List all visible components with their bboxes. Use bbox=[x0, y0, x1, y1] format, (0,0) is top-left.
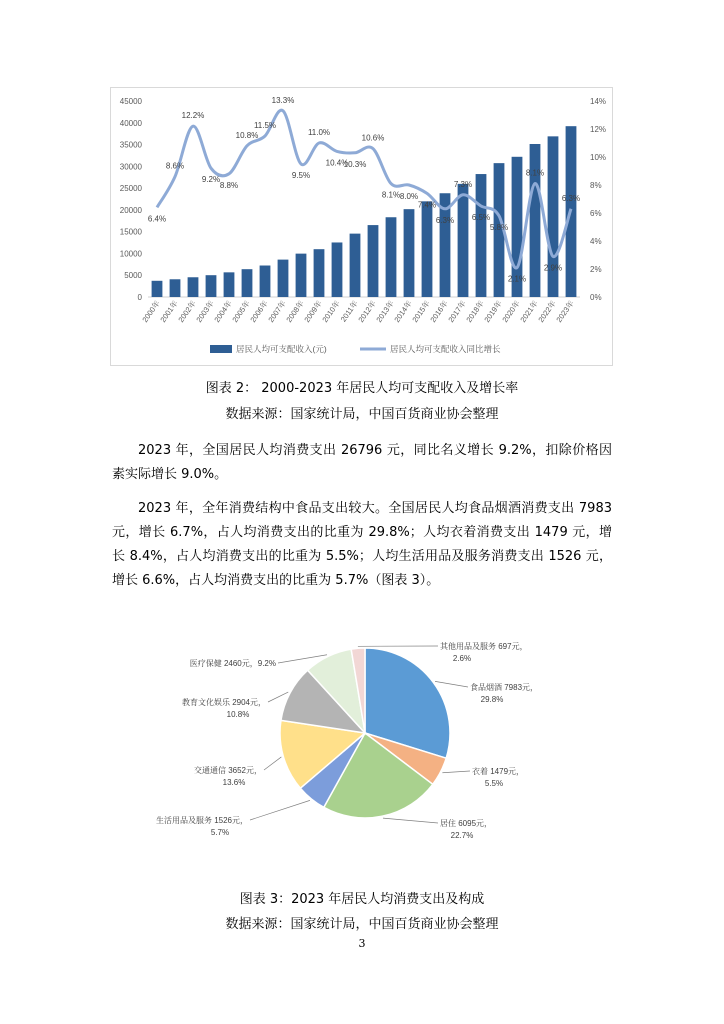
pie-label-value: 生活用品及服务 1526元， bbox=[155, 816, 248, 825]
x-tick-label: 2000年 bbox=[140, 298, 162, 324]
bar-2007年 bbox=[278, 260, 289, 297]
growth-data-label: 10.4% bbox=[325, 158, 349, 168]
growth-data-label: 6.5% bbox=[471, 213, 491, 222]
bar-2013年 bbox=[386, 217, 397, 297]
growth-data-label: 13.3% bbox=[271, 95, 295, 105]
bar-2003年 bbox=[206, 275, 217, 297]
growth-data-label: 6.3% bbox=[561, 193, 581, 203]
pie-label-percent: 5.7% bbox=[210, 828, 230, 837]
growth-data-label: 9.5% bbox=[291, 171, 311, 180]
figure2-source: 数据来源：国家统计局，中国百货商业协会整理 bbox=[225, 407, 499, 422]
growth-data-label: 11.5% bbox=[253, 121, 277, 130]
bar-2005年 bbox=[242, 269, 253, 297]
growth-data-label: 12.2% bbox=[181, 111, 205, 121]
bar-2021年 bbox=[530, 144, 541, 297]
pie-label-value: 居住 6095元， bbox=[440, 819, 493, 828]
bar-2017年 bbox=[458, 184, 469, 297]
bar-2022年 bbox=[548, 136, 559, 297]
pie-leader-line bbox=[268, 692, 288, 702]
bar-2014年 bbox=[404, 209, 415, 297]
bar-2002年 bbox=[188, 277, 199, 297]
pie-label-value: 教育文化娱乐 2904元， bbox=[181, 698, 266, 707]
x-tick-label: 2019年 bbox=[482, 298, 504, 324]
growth-data-label: 9.2% bbox=[201, 175, 221, 185]
consumption-pie-chart bbox=[155, 635, 560, 850]
bar-2015年 bbox=[422, 201, 433, 297]
x-tick-label: 2014年 bbox=[392, 298, 414, 324]
pie-label-value: 医疗保健 2460元，9.2% bbox=[189, 659, 276, 668]
growth-data-label: 8.1% bbox=[381, 190, 401, 200]
left-tick-label: 20000 bbox=[119, 205, 142, 215]
x-tick-label: 2010年 bbox=[320, 298, 342, 324]
left-tick-label: 15000 bbox=[119, 227, 142, 237]
growth-data-label: 10.8% bbox=[235, 130, 259, 140]
growth-data-label: 7.4% bbox=[417, 200, 437, 210]
pie-label-percent: 5.5% bbox=[484, 779, 504, 788]
x-tick-label: 2002年 bbox=[176, 298, 198, 324]
legend-bar-label: 居民人均可支配收入(元) bbox=[236, 344, 327, 354]
x-tick-label: 2016年 bbox=[428, 298, 450, 324]
figure3-source: 数据来源：国家统计局，中国百货商业协会整理 bbox=[225, 917, 499, 932]
income-combo-chart bbox=[110, 87, 614, 367]
x-tick-label: 2018年 bbox=[464, 298, 486, 324]
bar-2010年 bbox=[332, 242, 343, 297]
right-tick-label: 2% bbox=[590, 265, 602, 274]
growth-data-label: 10.3% bbox=[343, 159, 367, 169]
x-tick-label: 2009年 bbox=[302, 298, 324, 324]
x-tick-label: 2012年 bbox=[356, 298, 378, 324]
left-tick-label: 40000 bbox=[119, 118, 142, 128]
growth-data-label: 6.3% bbox=[435, 215, 455, 225]
left-tick-label: 30000 bbox=[119, 162, 142, 172]
growth-data-label: 7.3% bbox=[453, 179, 473, 189]
x-tick-label: 2021年 bbox=[518, 298, 540, 324]
figure3-caption: 图表 3：2023 年居民人均消费支出及构成 bbox=[239, 892, 485, 907]
right-tick-label: 4% bbox=[590, 237, 602, 246]
growth-data-label: 6.4% bbox=[147, 214, 167, 224]
right-tick-label: 6% bbox=[590, 209, 602, 218]
bar-2006年 bbox=[260, 266, 271, 297]
pie-label-value: 其他用品及服务 697元， bbox=[440, 642, 528, 651]
growth-data-label: 8.8% bbox=[219, 180, 239, 190]
growth-data-label: 2.9% bbox=[543, 263, 563, 273]
x-tick-label: 2007年 bbox=[266, 298, 288, 324]
growth-data-label: 8.6% bbox=[165, 161, 185, 171]
bar-2008年 bbox=[296, 254, 307, 297]
right-tick-label: 10% bbox=[590, 153, 607, 162]
bar-2001年 bbox=[170, 279, 181, 297]
growth-data-label: 8.1% bbox=[525, 168, 545, 178]
x-tick-label: 2023年 bbox=[554, 298, 576, 324]
growth-data-label: 8.0% bbox=[399, 192, 419, 201]
pie-label-percent: 13.6% bbox=[222, 778, 246, 787]
x-tick-label: 2013年 bbox=[374, 298, 396, 324]
right-tick-label: 12% bbox=[590, 125, 607, 134]
x-tick-label: 2011年 bbox=[338, 298, 360, 324]
bar-2011年 bbox=[350, 234, 361, 297]
pie-label-value: 衣着 1479元， bbox=[472, 767, 525, 776]
pie-label-percent: 29.8% bbox=[480, 695, 504, 704]
x-tick-label: 2015年 bbox=[410, 298, 432, 324]
pie-leader-line bbox=[442, 771, 470, 773]
bar-2004年 bbox=[224, 272, 235, 297]
left-tick-label: 5000 bbox=[124, 271, 142, 281]
growth-data-label: 10.6% bbox=[361, 133, 385, 143]
x-tick-label: 2001年 bbox=[158, 298, 180, 324]
left-tick-label: 0 bbox=[137, 293, 142, 302]
growth-data-label: 5.8% bbox=[489, 222, 509, 232]
paragraph-consumption-structure: 2023 年，全年消费结构中食品支出较大。全国居民人均食品烟酒消费支出 7983 元，增长 6.7%，占人均消费支出的比重为 29.8%；人均衣着消费支出 1479 元，增长 8.4%，占人均消费支出的比重为 5.5%；人均生活用品及服务消费支出 1526 元，增长 6.6%，占人均消费支出的比重为 5.7%（图表 3）。 bbox=[112, 501, 612, 588]
right-tick-label: 14% bbox=[590, 97, 607, 106]
bar-2012年 bbox=[368, 225, 379, 297]
right-tick-label: 8% bbox=[590, 181, 602, 190]
bar-2009年 bbox=[314, 249, 325, 297]
paragraph-consumption-total: 2023 年，全国居民人均消费支出 26796 元，同比名义增长 9.2%，扣除价格因素实际增长 9.0%。 bbox=[112, 443, 612, 482]
legend-line-label: 居民人均可支配收入同比增长 bbox=[390, 344, 501, 354]
x-tick-label: 2017年 bbox=[446, 298, 468, 324]
pie-leader-line bbox=[435, 681, 468, 687]
x-tick-label: 2006年 bbox=[248, 298, 270, 324]
pie-leader-line bbox=[250, 800, 310, 820]
left-tick-label: 45000 bbox=[119, 97, 142, 106]
pie-label-value: 食品烟酒 7983元， bbox=[470, 683, 539, 692]
pie-label-percent: 2.6% bbox=[452, 654, 472, 663]
figure2-caption: 图表 2： 2000-2023 年居民人均可支配收入及增长率 bbox=[205, 381, 519, 396]
growth-data-label: 2.1% bbox=[507, 274, 527, 284]
legend-bar-swatch bbox=[210, 345, 232, 353]
pie-label-percent: 10.8% bbox=[226, 710, 250, 719]
x-tick-label: 2008年 bbox=[284, 298, 306, 324]
left-tick-label: 35000 bbox=[119, 140, 142, 150]
x-tick-label: 2004年 bbox=[212, 298, 234, 324]
bar-2000年 bbox=[152, 281, 163, 297]
x-tick-label: 2022年 bbox=[536, 298, 558, 324]
right-tick-label: 0% bbox=[590, 293, 602, 302]
pie-leader-line bbox=[264, 757, 281, 770]
x-tick-label: 2020年 bbox=[500, 298, 522, 324]
pie-label-percent: 22.7% bbox=[450, 831, 474, 840]
pie-label-value: 交通通信 3652元， bbox=[193, 766, 262, 775]
pie-leader-line bbox=[383, 818, 438, 823]
x-tick-label: 2005年 bbox=[230, 298, 252, 324]
page-number: 3 bbox=[358, 937, 366, 950]
left-tick-label: 10000 bbox=[119, 249, 142, 259]
growth-data-label: 11.0% bbox=[307, 128, 331, 137]
x-tick-label: 2003年 bbox=[194, 298, 216, 324]
left-tick-label: 25000 bbox=[119, 184, 142, 194]
bar-2018年 bbox=[476, 174, 487, 297]
